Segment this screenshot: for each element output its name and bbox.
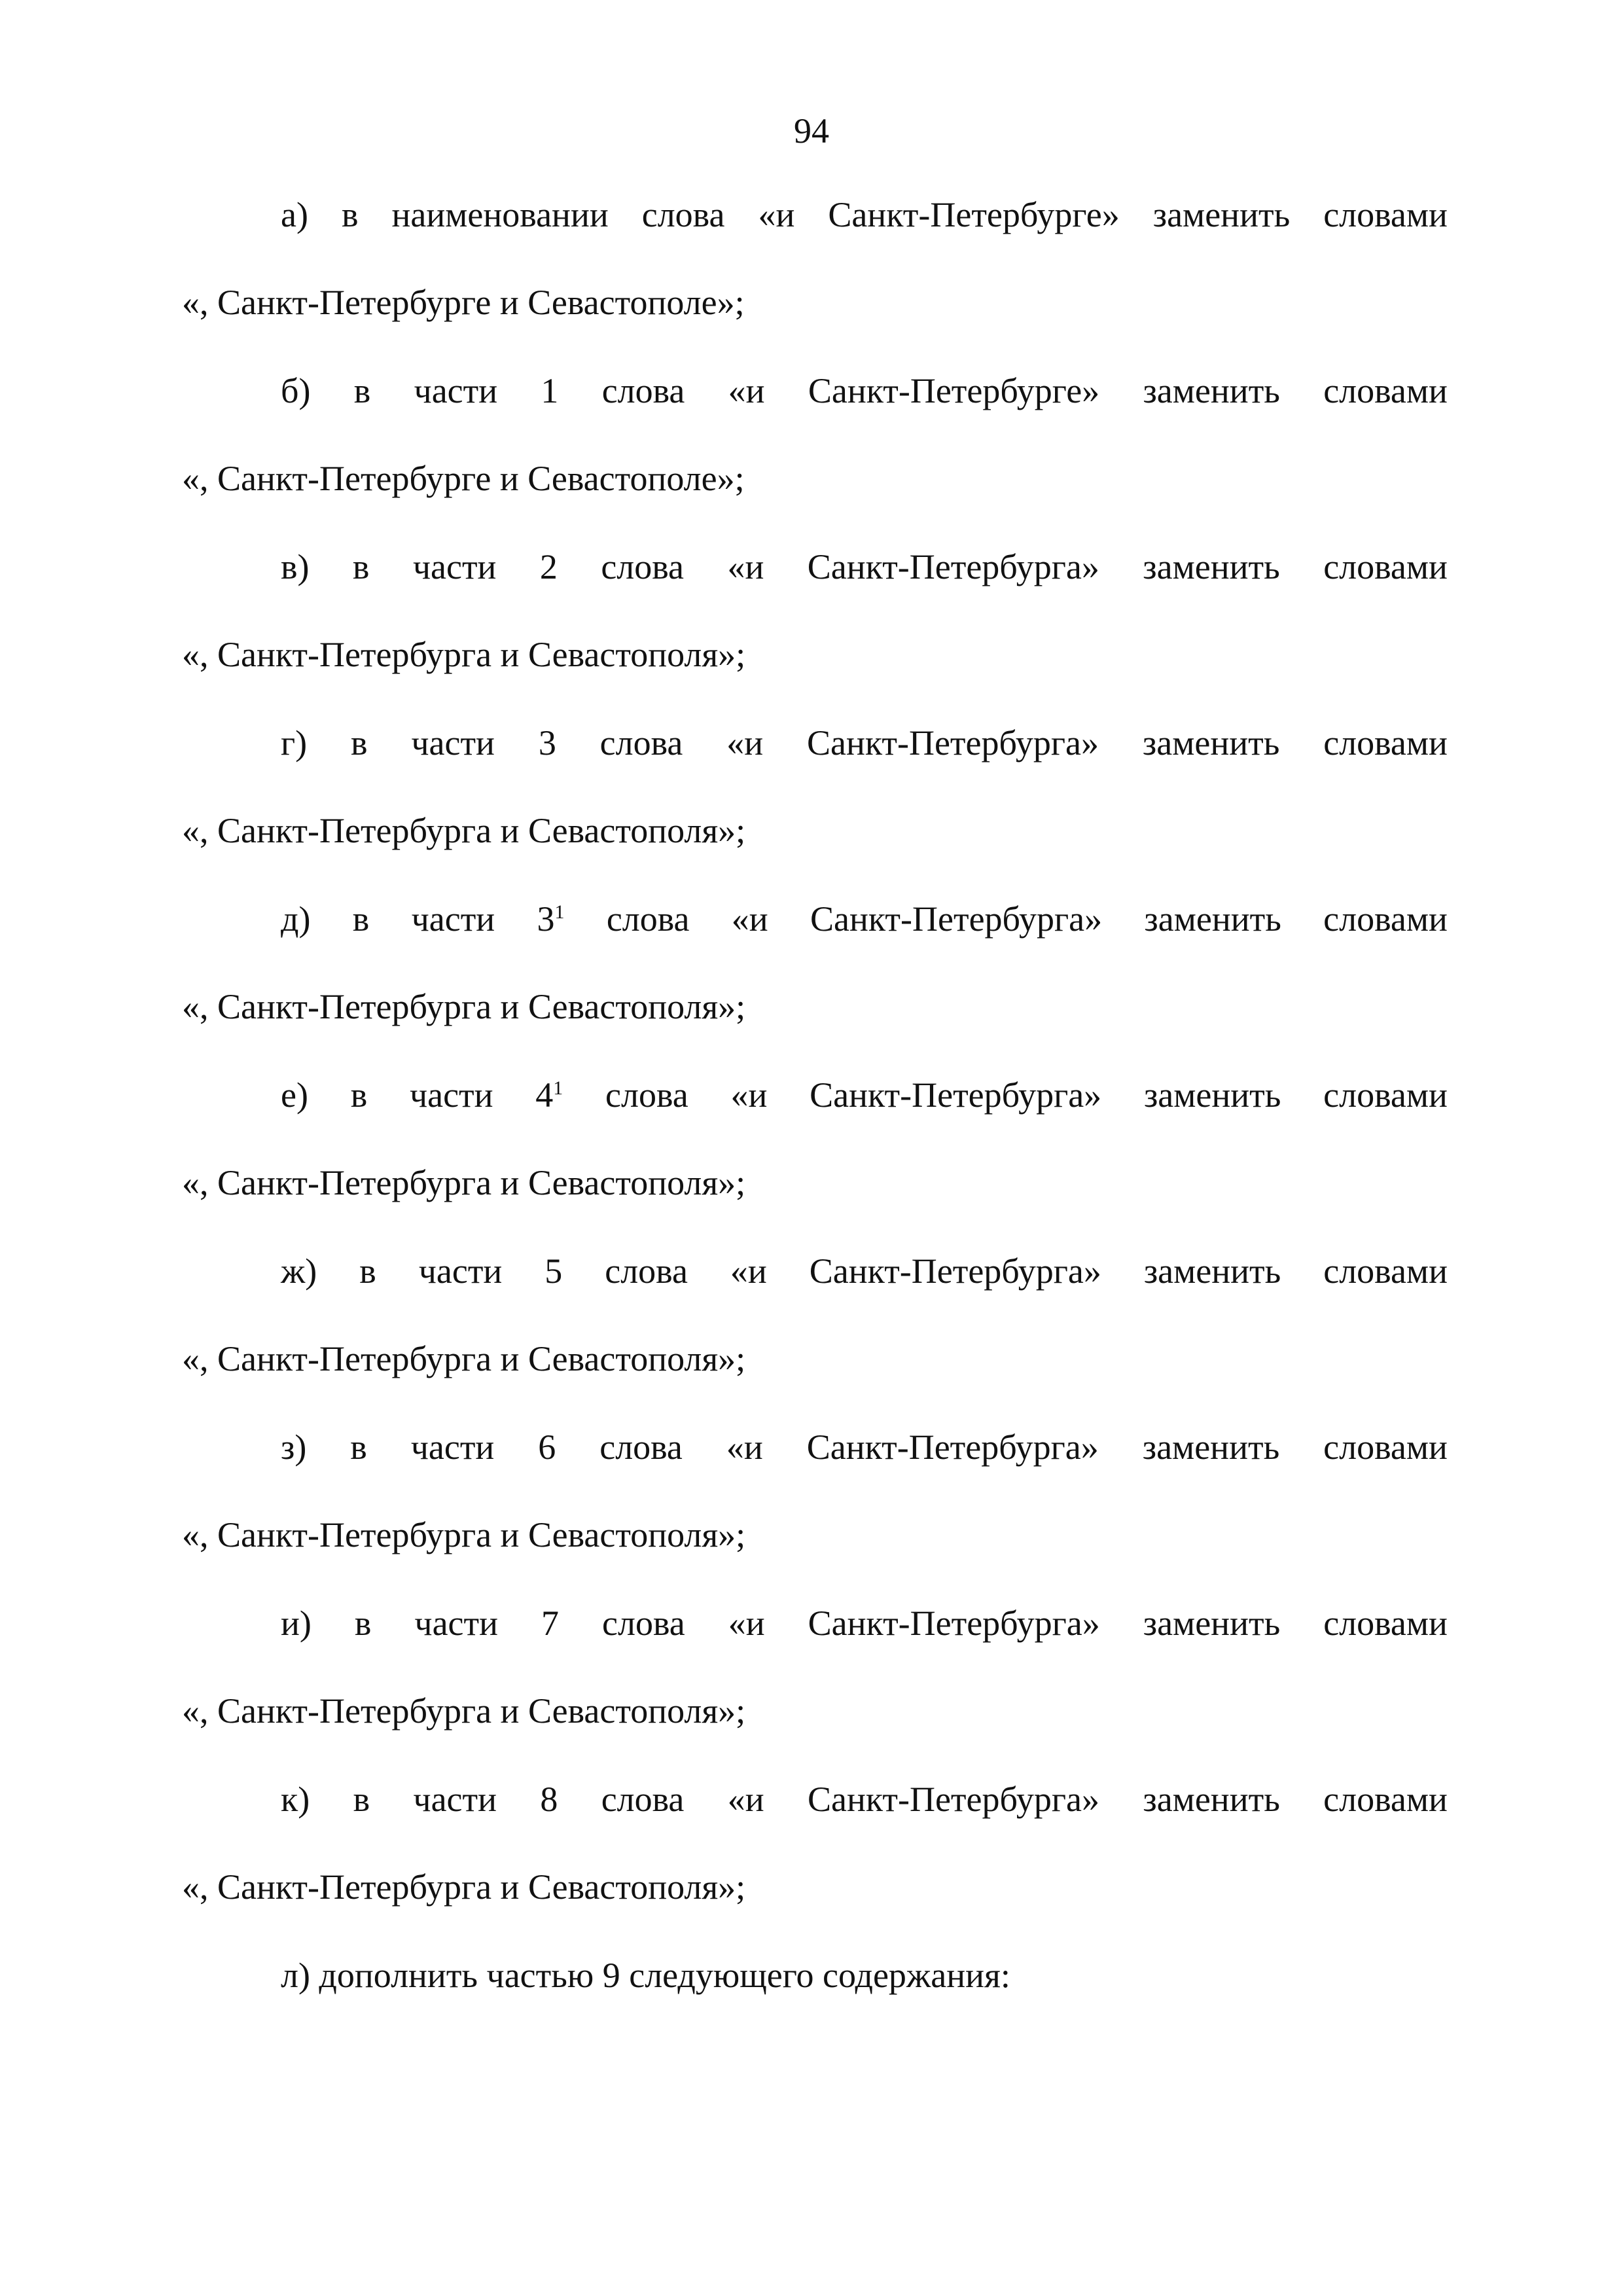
word: в: [350, 1427, 367, 1467]
word: Санкт-Петербурга»: [809, 1251, 1101, 1291]
word: «и: [726, 1427, 763, 1467]
word: заменить: [1143, 1604, 1281, 1643]
word: 4: [535, 1075, 554, 1115]
word: слова: [606, 899, 690, 939]
word: словами: [1323, 1780, 1448, 1819]
word: слова: [641, 195, 725, 234]
word: в: [353, 1780, 370, 1819]
word: словами: [1323, 723, 1448, 762]
word: а): [281, 195, 308, 234]
word: части: [409, 1075, 493, 1115]
amendment-item: [182, 1069, 1448, 1245]
amendment-continuation: «, Санкт-Петербурге и Севастополе»;: [182, 283, 745, 322]
word: заменить: [1143, 1251, 1281, 1291]
word: е): [281, 1075, 308, 1115]
word: заменить: [1142, 1427, 1280, 1467]
word: Санкт-Петербурге»: [808, 371, 1100, 410]
word: Санкт-Петербурга»: [806, 1427, 1099, 1467]
amendment-continuation: «, Санкт-Петербурга и Севастополя»;: [182, 1515, 746, 1554]
word: части: [413, 1780, 497, 1819]
amendment-continuation: «, Санкт-Петербурга и Севастополя»;: [182, 635, 746, 674]
amendment-item: [182, 1597, 1448, 1773]
word: в: [352, 547, 370, 586]
word: заменить: [1144, 899, 1281, 939]
word: Санкт-Петербурге»: [828, 195, 1120, 234]
word: заменить: [1143, 1075, 1281, 1115]
word: 1: [541, 371, 559, 410]
word: Санкт-Петербурга»: [810, 899, 1103, 939]
word: в: [353, 371, 371, 410]
word: заменить: [1152, 195, 1291, 234]
amendment-continuation: «, Санкт-Петербурга и Севастополя»;: [182, 811, 746, 850]
word: словами: [1323, 1427, 1448, 1467]
word: слова: [601, 371, 685, 410]
word: 7: [541, 1604, 560, 1643]
word: «и: [728, 1604, 765, 1643]
word: словами: [1323, 195, 1448, 234]
amendment-item: [182, 1773, 1448, 1949]
word: слова: [605, 1075, 688, 1115]
word: з): [281, 1427, 307, 1467]
word: заменить: [1143, 1780, 1280, 1819]
word: в: [350, 1075, 368, 1115]
amendment-first-line: [182, 1773, 1448, 1861]
amendment-first-line: [182, 188, 1448, 276]
superscript: 1: [553, 1077, 563, 1099]
amendment-continuation: «, Санкт-Петербурга и Севастополя»;: [182, 1339, 746, 1378]
word: «и: [727, 1780, 764, 1819]
word: заменить: [1142, 723, 1280, 762]
amendment-first-line: [182, 1245, 1448, 1333]
word: 5: [544, 1251, 563, 1291]
word: части: [414, 1604, 499, 1643]
amendment-list: [182, 188, 1448, 2125]
amendment-item: [182, 188, 1448, 365]
amendment-first-line: [182, 365, 1448, 452]
word: «и: [727, 547, 764, 586]
amendment-first-line: [182, 1597, 1448, 1685]
amendment-first-line: [182, 1069, 1448, 1157]
amendment-continuation: «, Санкт-Петербурга и Севастополя»;: [182, 1163, 746, 1202]
amendment-first-line: [182, 717, 1448, 804]
amendment-item: [182, 893, 1448, 1069]
word: заменить: [1143, 371, 1280, 410]
word: Санкт-Петербурга»: [807, 1780, 1100, 1819]
word: слова: [599, 723, 683, 762]
word: словами: [1323, 899, 1448, 939]
amendment-item: [182, 1421, 1448, 1597]
word: 2: [539, 547, 558, 586]
word: г): [281, 723, 308, 762]
amendment-continuation: «, Санкт-Петербурге и Севастополе»;: [182, 459, 745, 498]
word: заменить: [1143, 547, 1280, 586]
amendment-item: [182, 1245, 1448, 1421]
word: в: [352, 899, 370, 939]
word: к): [281, 1780, 310, 1819]
word-with-superscript: [537, 893, 565, 980]
superscript: 1: [554, 901, 565, 923]
word: 3: [538, 723, 556, 762]
word: словами: [1323, 1251, 1448, 1291]
word: «и: [758, 195, 795, 234]
word: «и: [730, 1075, 768, 1115]
word: Санкт-Петербурга»: [806, 723, 1099, 762]
word: части: [418, 1251, 503, 1291]
word: Санкт-Петербурга»: [808, 1604, 1100, 1643]
amendment-item: [182, 365, 1448, 541]
word: «и: [726, 723, 764, 762]
word: «и: [730, 1251, 767, 1291]
word: в: [354, 1604, 372, 1643]
word: части: [412, 547, 497, 586]
word: словами: [1323, 1075, 1448, 1115]
amendment-continuation: «, Санкт-Петербурга и Севастополя»;: [182, 1867, 746, 1907]
word: слова: [601, 547, 684, 586]
amendment-first-line: [182, 1421, 1448, 1509]
amendment-continuation: «, Санкт-Петербурга и Севастополя»;: [182, 987, 746, 1026]
word: 8: [540, 1780, 558, 1819]
word: словами: [1323, 547, 1448, 586]
word: и): [281, 1604, 312, 1643]
amendment-first-line: [182, 541, 1448, 628]
word: «и: [728, 371, 765, 410]
word: части: [411, 899, 495, 939]
word: части: [411, 723, 495, 762]
amendment-item: [182, 541, 1448, 717]
word: части: [410, 1427, 495, 1467]
amendment-continuation: «, Санкт-Петербурга и Севастополя»;: [182, 1691, 746, 1731]
word: в): [281, 547, 310, 586]
page-number: 94: [794, 111, 829, 151]
word: б): [281, 371, 311, 410]
word: словами: [1323, 371, 1448, 410]
word: Санкт-Петербурга»: [807, 547, 1099, 586]
word: слова: [602, 1604, 685, 1643]
amendment-first-line: [182, 893, 1448, 980]
word: 6: [538, 1427, 556, 1467]
word: словами: [1323, 1604, 1448, 1643]
word: в: [359, 1251, 376, 1291]
word: слова: [601, 1780, 685, 1819]
word: 3: [537, 899, 555, 939]
word: Санкт-Петербурга»: [810, 1075, 1102, 1115]
word: слова: [605, 1251, 688, 1291]
amendment-last-item: л) дополнить частью 9 следующего содержания:: [281, 1956, 1010, 1995]
word: ж): [281, 1251, 317, 1291]
word-with-superscript: [535, 1069, 563, 1157]
word: «и: [731, 899, 768, 939]
word: наименовании: [391, 195, 609, 234]
word: в: [351, 723, 368, 762]
word: в: [341, 195, 359, 234]
word: д): [281, 899, 311, 939]
word: части: [414, 371, 498, 410]
amendment-item: [182, 717, 1448, 893]
word: слова: [599, 1427, 683, 1467]
